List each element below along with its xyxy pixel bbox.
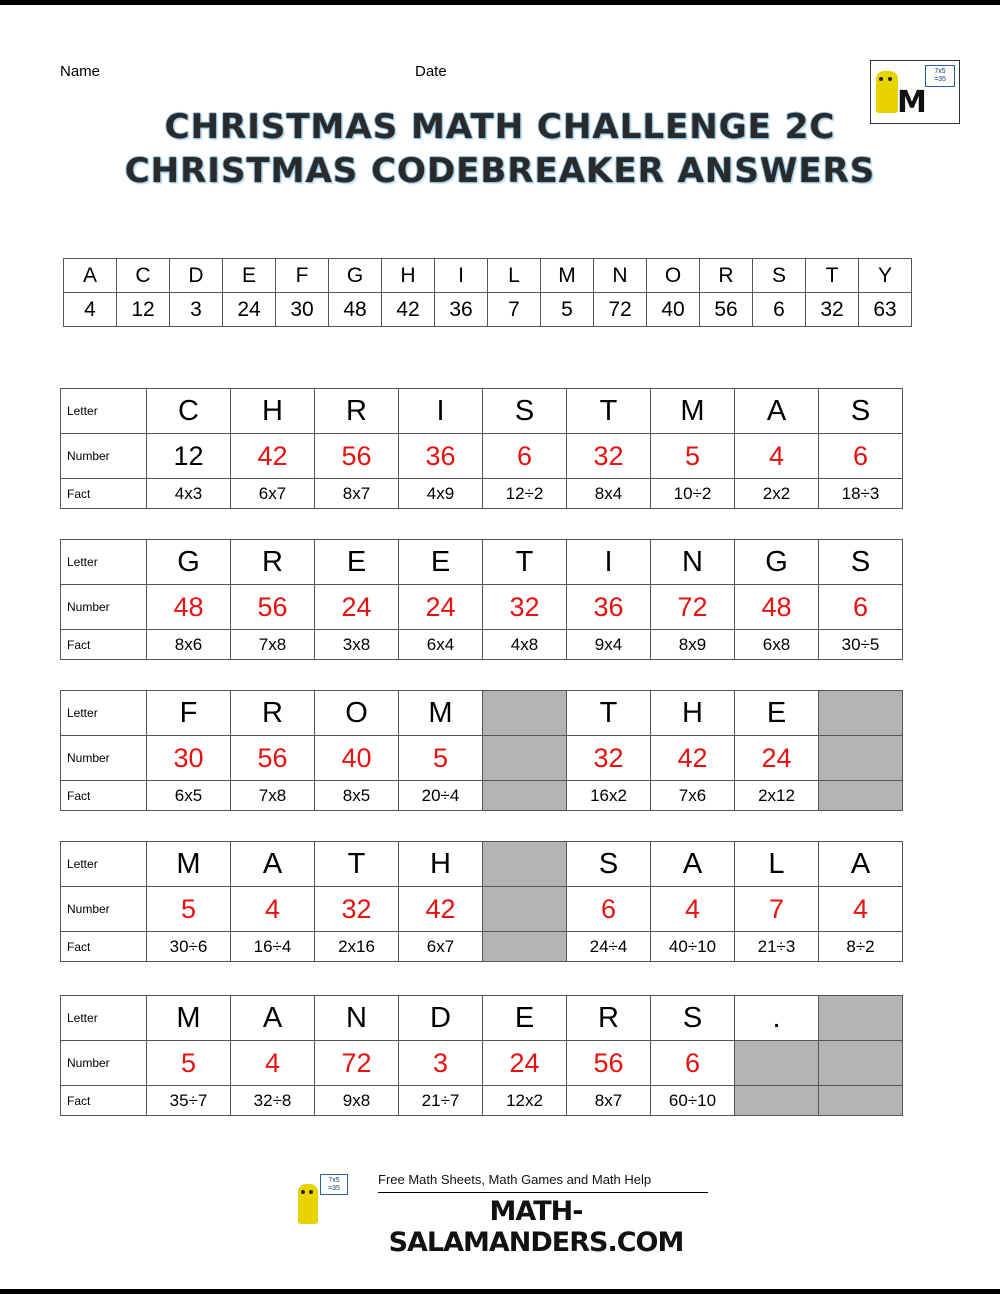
fact-cell: 8x7 (567, 1086, 651, 1116)
letter-cell: D (399, 996, 483, 1041)
letter-row (61, 389, 903, 434)
fact-cell: 2x2 (735, 479, 819, 509)
fact-cell: 6x4 (399, 630, 483, 660)
blank-cell (483, 842, 567, 887)
key-number-cell: 36 (435, 293, 488, 327)
footer-board-line-1: 7x5 (328, 1177, 340, 1184)
key-letter-cell: Y (859, 259, 912, 293)
number-answer-cell: 6 (567, 887, 651, 932)
letter-cell: A (231, 996, 315, 1041)
letter-cell: T (483, 540, 567, 585)
page-title (0, 105, 1000, 193)
letter-cell: S (819, 389, 903, 434)
number-answer-cell: 5 (651, 434, 735, 479)
blank-cell (819, 996, 903, 1041)
key-letter-cell: D (170, 259, 223, 293)
row-label-number: Number (61, 887, 147, 932)
logo-mark: M (897, 85, 924, 120)
title-line-1: CHRISTMAS MATH CHALLENGE 2C (164, 107, 836, 147)
letter-cell: A (735, 389, 819, 434)
fact-cell: 35÷7 (147, 1086, 231, 1116)
letter-cell: A (819, 842, 903, 887)
key-letter-cell: S (753, 259, 806, 293)
key-number-cell: 32 (806, 293, 859, 327)
blank-cell (735, 1086, 819, 1116)
number-answer-cell: 4 (735, 434, 819, 479)
blank-cell (819, 736, 903, 781)
number-answer-cell: 32 (483, 585, 567, 630)
row-label-number: Number (61, 434, 147, 479)
letter-cell: T (567, 691, 651, 736)
row-label-letter: Letter (61, 389, 147, 434)
word-table (60, 841, 903, 962)
key-letter-cell: E (223, 259, 276, 293)
number-row (61, 736, 903, 781)
fact-cell: 6x7 (399, 932, 483, 962)
number-answer-cell: 7 (735, 887, 819, 932)
letter-cell: R (231, 540, 315, 585)
letter-cell: G (147, 540, 231, 585)
letter-row (61, 540, 903, 585)
letter-cell: M (147, 996, 231, 1041)
fact-cell: 4x3 (147, 479, 231, 509)
fact-cell: 6x7 (231, 479, 315, 509)
key-letter-cell: C (117, 259, 170, 293)
fact-cell: 32÷8 (231, 1086, 315, 1116)
fact-cell: 8x5 (315, 781, 399, 811)
letter-cell: L (735, 842, 819, 887)
letter-cell: S (567, 842, 651, 887)
letter-cell: E (735, 691, 819, 736)
letter-row (61, 691, 903, 736)
letter-row (61, 842, 903, 887)
letter-cell: E (399, 540, 483, 585)
number-answer-cell: 6 (483, 434, 567, 479)
number-answer-cell: 72 (315, 1041, 399, 1086)
fact-cell: 2x12 (735, 781, 819, 811)
letter-cell: S (483, 389, 567, 434)
footer (0, 1166, 1000, 1258)
number-answer-cell: 72 (651, 585, 735, 630)
fact-cell: 30÷6 (147, 932, 231, 962)
number-answer-cell: 56 (231, 736, 315, 781)
number-answer-cell: 24 (315, 585, 399, 630)
number-answer-cell: 36 (399, 434, 483, 479)
number-row (61, 585, 903, 630)
number-answer-cell: 24 (399, 585, 483, 630)
word-table (60, 690, 903, 811)
letter-cell: T (567, 389, 651, 434)
fact-cell: 16÷4 (231, 932, 315, 962)
key-letter-cell: I (435, 259, 488, 293)
letter-cell: R (567, 996, 651, 1041)
row-label-fact: Fact (61, 781, 147, 811)
letter-cell: M (399, 691, 483, 736)
fact-cell: 24÷4 (567, 932, 651, 962)
letter-cell: S (651, 996, 735, 1041)
number-answer-cell: 4 (819, 887, 903, 932)
number-answer-cell: 56 (315, 434, 399, 479)
key-letter-cell: F (276, 259, 329, 293)
fact-cell: 7x8 (231, 781, 315, 811)
blank-cell (819, 781, 903, 811)
code-key-table (63, 258, 912, 327)
footer-divider (378, 1192, 708, 1193)
letter-cell: N (651, 540, 735, 585)
footer-url: MATH-SALAMANDERS.COM (388, 1196, 684, 1258)
letter-cell: I (399, 389, 483, 434)
key-numbers-row (64, 293, 912, 327)
number-answer-cell: 56 (567, 1041, 651, 1086)
fact-cell: 2x16 (315, 932, 399, 962)
board-line-2: =35 (934, 76, 946, 83)
number-answer-cell: 3 (399, 1041, 483, 1086)
number-answer-cell: 48 (147, 585, 231, 630)
key-number-cell: 56 (700, 293, 753, 327)
blank-cell (483, 691, 567, 736)
key-letter-cell: O (647, 259, 700, 293)
key-number-cell: 63 (859, 293, 912, 327)
fact-cell: 16x2 (567, 781, 651, 811)
letter-cell: H (231, 389, 315, 434)
key-letter-cell: G (329, 259, 382, 293)
blank-cell (819, 1086, 903, 1116)
fact-cell: 18÷3 (819, 479, 903, 509)
fact-cell: 40÷10 (651, 932, 735, 962)
word-table (60, 388, 903, 509)
number-answer-cell: 6 (651, 1041, 735, 1086)
key-number-cell: 48 (329, 293, 382, 327)
fact-cell: 9x8 (315, 1086, 399, 1116)
fact-cell: 8x6 (147, 630, 231, 660)
letter-cell: R (231, 691, 315, 736)
key-letter-cell: H (382, 259, 435, 293)
fact-cell: 60÷10 (651, 1086, 735, 1116)
key-letter-cell: R (700, 259, 753, 293)
letter-cell: E (315, 540, 399, 585)
letter-row (61, 996, 903, 1041)
blank-cell (483, 887, 567, 932)
row-label-fact: Fact (61, 630, 147, 660)
number-answer-cell: 42 (399, 887, 483, 932)
number-answer-cell: 5 (147, 1041, 231, 1086)
board-line-1: 7x5 (934, 68, 946, 75)
key-letter-cell: L (488, 259, 541, 293)
letter-cell: A (651, 842, 735, 887)
number-answer-cell: 56 (231, 585, 315, 630)
key-number-cell: 4 (64, 293, 117, 327)
key-letters-row (64, 259, 912, 293)
fact-cell: 3x8 (315, 630, 399, 660)
letter-cell: T (315, 842, 399, 887)
blank-cell (483, 781, 567, 811)
key-letter-cell: T (806, 259, 859, 293)
blank-cell (819, 691, 903, 736)
fact-cell: 8÷2 (819, 932, 903, 962)
row-label-fact: Fact (61, 932, 147, 962)
row-label-number: Number (61, 1041, 147, 1086)
key-number-cell: 12 (117, 293, 170, 327)
fact-cell: 8x9 (651, 630, 735, 660)
letter-cell: I (567, 540, 651, 585)
footer-tagline: Free Math Sheets, Math Games and Math Help (378, 1172, 652, 1187)
key-number-cell: 40 (647, 293, 700, 327)
key-number-cell: 24 (223, 293, 276, 327)
row-label-number: Number (61, 585, 147, 630)
letter-cell: A (231, 842, 315, 887)
fact-row (61, 479, 903, 509)
key-number-cell: 72 (594, 293, 647, 327)
fact-cell: 8x7 (315, 479, 399, 509)
letter-cell: F (147, 691, 231, 736)
blank-cell (483, 932, 567, 962)
letter-cell: H (399, 842, 483, 887)
letter-cell: O (315, 691, 399, 736)
number-answer-cell: 6 (819, 585, 903, 630)
letter-cell: . (735, 996, 819, 1041)
fact-cell: 4x8 (483, 630, 567, 660)
number-row (61, 1041, 903, 1086)
salamander-icon-footer (298, 1184, 318, 1224)
row-label-letter: Letter (61, 996, 147, 1041)
number-answer-cell: 4 (651, 887, 735, 932)
number-answer-cell: 30 (147, 736, 231, 781)
key-number-cell: 6 (753, 293, 806, 327)
number-answer-cell: 12 (147, 434, 231, 479)
letter-cell: C (147, 389, 231, 434)
fact-row (61, 781, 903, 811)
fact-cell: 20÷4 (399, 781, 483, 811)
number-row (61, 887, 903, 932)
number-answer-cell: 24 (483, 1041, 567, 1086)
chalkboard-icon-footer (320, 1174, 348, 1195)
meta-row (0, 63, 1000, 89)
number-answer-cell: 42 (231, 434, 315, 479)
key-number-cell: 5 (541, 293, 594, 327)
fact-cell: 7x8 (231, 630, 315, 660)
date-label: Date (415, 63, 447, 80)
number-answer-cell: 32 (567, 434, 651, 479)
footer-board-line-2: =35 (328, 1185, 340, 1192)
fact-cell: 7x6 (651, 781, 735, 811)
row-label-letter: Letter (61, 691, 147, 736)
letter-cell: E (483, 996, 567, 1041)
title-line-2: CHRISTMAS CODEBREAKER ANSWERS (124, 151, 876, 191)
chalkboard-icon (925, 65, 955, 87)
number-answer-cell: 5 (147, 887, 231, 932)
fact-cell: 10÷2 (651, 479, 735, 509)
row-label-letter: Letter (61, 842, 147, 887)
row-label-fact: Fact (61, 1086, 147, 1116)
fact-row (61, 932, 903, 962)
letter-cell: N (315, 996, 399, 1041)
fact-cell: 9x4 (567, 630, 651, 660)
key-number-cell: 42 (382, 293, 435, 327)
fact-cell: 4x9 (399, 479, 483, 509)
letter-cell: S (819, 540, 903, 585)
fact-cell: 12÷2 (483, 479, 567, 509)
number-answer-cell: 32 (567, 736, 651, 781)
fact-cell: 30÷5 (819, 630, 903, 660)
word-table (60, 995, 903, 1116)
key-letter-cell: N (594, 259, 647, 293)
letter-cell: M (651, 389, 735, 434)
fact-cell: 21÷7 (399, 1086, 483, 1116)
letter-cell: G (735, 540, 819, 585)
number-answer-cell: 4 (231, 1041, 315, 1086)
key-number-cell: 3 (170, 293, 223, 327)
name-label: Name (60, 63, 101, 80)
word-table (60, 539, 903, 660)
letter-cell: H (651, 691, 735, 736)
key-number-cell: 7 (488, 293, 541, 327)
fact-cell: 21÷3 (735, 932, 819, 962)
number-answer-cell: 42 (651, 736, 735, 781)
letter-cell: M (147, 842, 231, 887)
number-answer-cell: 4 (231, 887, 315, 932)
fact-cell: 6x5 (147, 781, 231, 811)
fact-row (61, 630, 903, 660)
number-row (61, 434, 903, 479)
blank-cell (735, 1041, 819, 1086)
row-label-number: Number (61, 736, 147, 781)
number-answer-cell: 48 (735, 585, 819, 630)
row-label-fact: Fact (61, 479, 147, 509)
row-label-letter: Letter (61, 540, 147, 585)
number-answer-cell: 24 (735, 736, 819, 781)
blank-cell (819, 1041, 903, 1086)
number-answer-cell: 32 (315, 887, 399, 932)
letter-cell: R (315, 389, 399, 434)
fact-cell: 12x2 (483, 1086, 567, 1116)
key-number-cell: 30 (276, 293, 329, 327)
fact-cell: 8x4 (567, 479, 651, 509)
fact-row (61, 1086, 903, 1116)
key-letter-cell: A (64, 259, 117, 293)
number-answer-cell: 5 (399, 736, 483, 781)
number-answer-cell: 36 (567, 585, 651, 630)
key-letter-cell: M (541, 259, 594, 293)
fact-cell: 6x8 (735, 630, 819, 660)
number-answer-cell: 6 (819, 434, 903, 479)
blank-cell (483, 736, 567, 781)
number-answer-cell: 40 (315, 736, 399, 781)
